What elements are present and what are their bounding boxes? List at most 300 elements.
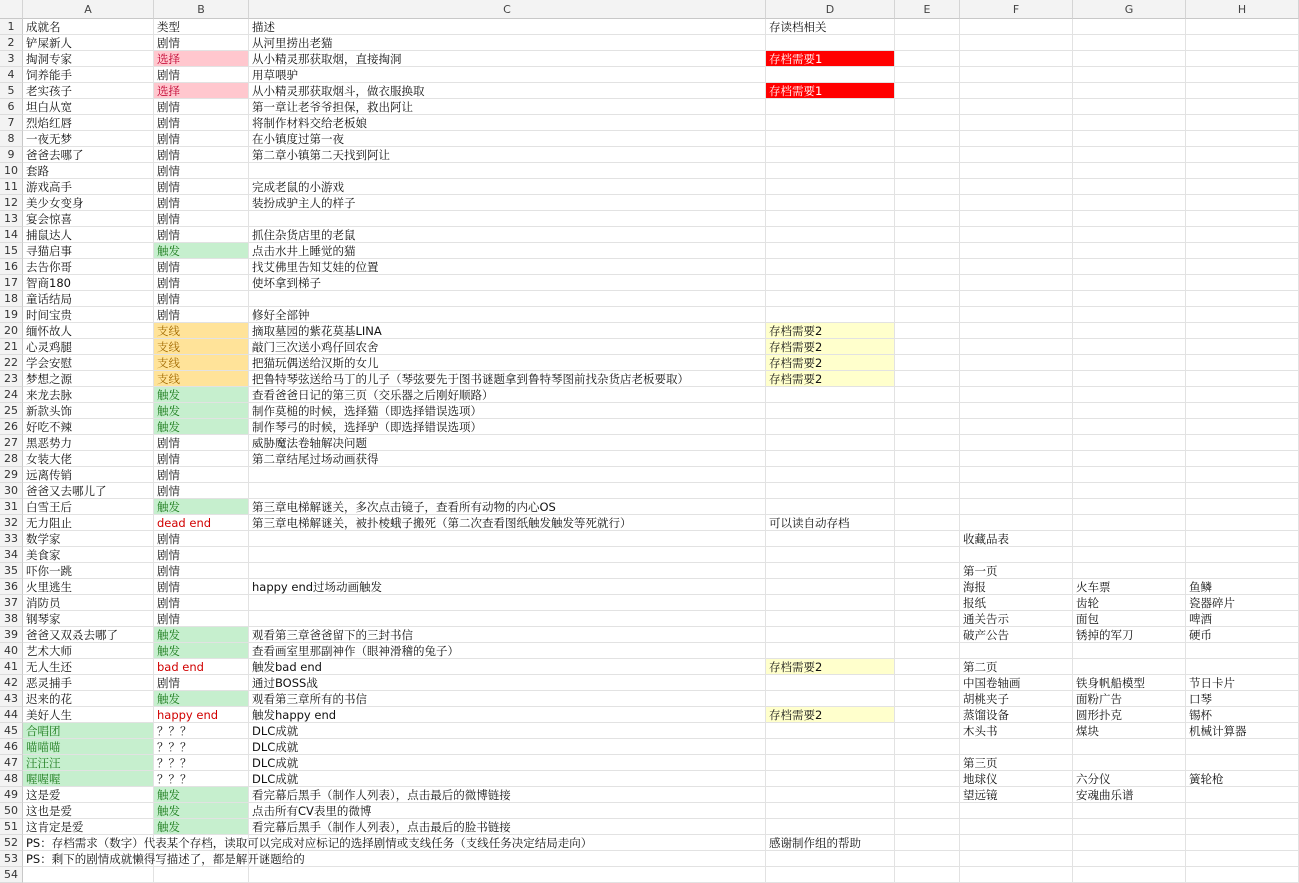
cell-c16[interactable]: 找艾佛里告知艾娃的位置 [249,259,766,275]
cell-a46[interactable]: 喵喵喵 [23,739,154,755]
cell-h46[interactable] [1186,739,1299,755]
cell-e22[interactable] [895,355,960,371]
cell-a13[interactable]: 宴会惊喜 [23,211,154,227]
cell-f38[interactable]: 通关告示 [960,611,1073,627]
column-header-e[interactable]: E [895,0,960,19]
cell-b45[interactable]: ？？？ [154,723,249,739]
cell-g35[interactable] [1073,563,1186,579]
cell-c9[interactable]: 第二章小镇第二天找到阿让 [249,147,766,163]
cell-g1[interactable] [1073,19,1186,35]
cell-c7[interactable]: 将制作材料交给老板娘 [249,115,766,131]
cell-h25[interactable] [1186,403,1299,419]
cell-c44[interactable]: 触发happy end [249,707,766,723]
cell-b15[interactable]: 触发 [154,243,249,259]
column-header-c[interactable]: C [249,0,766,19]
cell-h50[interactable] [1186,803,1299,819]
row-header[interactable]: 17 [0,275,23,291]
cell-e53[interactable] [895,851,960,867]
cell-c6[interactable]: 第一章让老爷爷担保，救出阿让 [249,99,766,115]
row-header[interactable]: 22 [0,355,23,371]
cell-h8[interactable] [1186,131,1299,147]
cell-h52[interactable] [1186,835,1299,851]
cell-d20[interactable]: 存档需要2 [766,323,895,339]
cell-f13[interactable] [960,211,1073,227]
cell-g18[interactable] [1073,291,1186,307]
cell-g10[interactable] [1073,163,1186,179]
cell-d50[interactable] [766,803,895,819]
cell-h11[interactable] [1186,179,1299,195]
cell-h48[interactable]: 簧轮枪 [1186,771,1299,787]
cell-d38[interactable] [766,611,895,627]
cell-h13[interactable] [1186,211,1299,227]
cell-f9[interactable] [960,147,1073,163]
row-header[interactable]: 12 [0,195,23,211]
cell-c8[interactable]: 在小镇度过第一夜 [249,131,766,147]
column-header-g[interactable]: G [1073,0,1186,19]
row-header[interactable]: 34 [0,547,23,563]
cell-h2[interactable] [1186,35,1299,51]
cell-c45[interactable]: DLC成就 [249,723,766,739]
cell-h19[interactable] [1186,307,1299,323]
cell-f5[interactable] [960,83,1073,99]
cell-e18[interactable] [895,291,960,307]
cell-b51[interactable]: 触发 [154,819,249,835]
cell-h47[interactable] [1186,755,1299,771]
cell-d1[interactable]: 存读档相关 [766,19,895,35]
cell-c52[interactable] [249,835,766,851]
cell-d19[interactable] [766,307,895,323]
cell-c42[interactable]: 通过BOSS战 [249,675,766,691]
cell-a15[interactable]: 寻猫启事 [23,243,154,259]
cell-e8[interactable] [895,131,960,147]
cell-c14[interactable]: 抓住杂货店里的老鼠 [249,227,766,243]
cell-c18[interactable] [249,291,766,307]
cell-a40[interactable]: 艺术大师 [23,643,154,659]
cell-c21[interactable]: 敲门三次送小鸡仔回农舍 [249,339,766,355]
row-header[interactable]: 19 [0,307,23,323]
row-header[interactable]: 35 [0,563,23,579]
cell-a48[interactable]: 喔喔喔 [23,771,154,787]
cell-a9[interactable]: 爸爸去哪了 [23,147,154,163]
cell-e1[interactable] [895,19,960,35]
cell-f47[interactable]: 第三页 [960,755,1073,771]
row-header[interactable]: 52 [0,835,23,851]
cell-c27[interactable]: 威胁魔法卷轴解决问题 [249,435,766,451]
cell-f23[interactable] [960,371,1073,387]
cell-g15[interactable] [1073,243,1186,259]
cell-a8[interactable]: 一夜无梦 [23,131,154,147]
cell-g6[interactable] [1073,99,1186,115]
cell-c15[interactable]: 点击水井上睡觉的猫 [249,243,766,259]
cell-h54[interactable] [1186,867,1299,883]
row-header[interactable]: 8 [0,131,23,147]
cell-f1[interactable] [960,19,1073,35]
row-header[interactable]: 46 [0,739,23,755]
cell-e33[interactable] [895,531,960,547]
cell-h14[interactable] [1186,227,1299,243]
cell-f45[interactable]: 木头书 [960,723,1073,739]
cell-e4[interactable] [895,67,960,83]
column-header-d[interactable]: D [766,0,895,19]
cell-a24[interactable]: 来龙去脉 [23,387,154,403]
cell-d41[interactable]: 存档需要2 [766,659,895,675]
cell-a18[interactable]: 童话结局 [23,291,154,307]
cell-e44[interactable] [895,707,960,723]
cell-f44[interactable]: 蒸馏设备 [960,707,1073,723]
cell-e29[interactable] [895,467,960,483]
cell-c39[interactable]: 观看第三章爸爸留下的三封书信 [249,627,766,643]
cell-g38[interactable]: 面包 [1073,611,1186,627]
cell-f50[interactable] [960,803,1073,819]
cell-g30[interactable] [1073,483,1186,499]
cell-g51[interactable] [1073,819,1186,835]
cell-b48[interactable]: ？？？ [154,771,249,787]
cell-g42[interactable]: 铁身帆船模型 [1073,675,1186,691]
cell-f14[interactable] [960,227,1073,243]
cell-g17[interactable] [1073,275,1186,291]
cell-c49[interactable]: 看完幕后黑手（制作人列表），点击最后的微博链接 [249,787,766,803]
cell-g46[interactable] [1073,739,1186,755]
cell-f31[interactable] [960,499,1073,515]
cell-e27[interactable] [895,435,960,451]
cell-h21[interactable] [1186,339,1299,355]
cell-b50[interactable]: 触发 [154,803,249,819]
row-header[interactable]: 5 [0,83,23,99]
cell-d36[interactable] [766,579,895,595]
cell-a11[interactable]: 游戏高手 [23,179,154,195]
cell-f49[interactable]: 望远镜 [960,787,1073,803]
cell-a10[interactable]: 套路 [23,163,154,179]
cell-f24[interactable] [960,387,1073,403]
cell-d12[interactable] [766,195,895,211]
cell-a28[interactable]: 女装大佬 [23,451,154,467]
column-header-h[interactable]: H [1186,0,1299,19]
cell-e41[interactable] [895,659,960,675]
cell-g29[interactable] [1073,467,1186,483]
cell-a39[interactable]: 爸爸又双叒去哪了 [23,627,154,643]
cell-f35[interactable]: 第一页 [960,563,1073,579]
cell-b14[interactable]: 剧情 [154,227,249,243]
cell-b21[interactable]: 支线 [154,339,249,355]
cell-d4[interactable] [766,67,895,83]
cell-c17[interactable]: 使坏拿到梯子 [249,275,766,291]
cell-f52[interactable] [960,835,1073,851]
row-header[interactable]: 21 [0,339,23,355]
cell-e32[interactable] [895,515,960,531]
cell-d13[interactable] [766,211,895,227]
cell-d53[interactable] [766,851,895,867]
cell-d24[interactable] [766,387,895,403]
row-header[interactable]: 23 [0,371,23,387]
cell-e46[interactable] [895,739,960,755]
cell-c34[interactable] [249,547,766,563]
row-header[interactable]: 53 [0,851,23,867]
cell-e11[interactable] [895,179,960,195]
cell-b53[interactable] [154,851,249,867]
cell-c48[interactable]: DLC成就 [249,771,766,787]
cell-f10[interactable] [960,163,1073,179]
cell-d14[interactable] [766,227,895,243]
row-header[interactable]: 33 [0,531,23,547]
row-header[interactable]: 44 [0,707,23,723]
cell-b33[interactable]: 剧情 [154,531,249,547]
cell-g37[interactable]: 齿轮 [1073,595,1186,611]
cell-e9[interactable] [895,147,960,163]
cell-f19[interactable] [960,307,1073,323]
cell-c2[interactable]: 从河里捞出老猫 [249,35,766,51]
cell-e42[interactable] [895,675,960,691]
cell-h29[interactable] [1186,467,1299,483]
cell-b12[interactable]: 剧情 [154,195,249,211]
cell-c51[interactable]: 看完幕后黑手（制作人列表），点击最后的脸书链接 [249,819,766,835]
cell-e14[interactable] [895,227,960,243]
cell-h3[interactable] [1186,51,1299,67]
row-header[interactable]: 45 [0,723,23,739]
cell-d3[interactable]: 存档需要1 [766,51,895,67]
cell-g22[interactable] [1073,355,1186,371]
cell-h7[interactable] [1186,115,1299,131]
cell-b32[interactable]: dead end [154,515,249,531]
cell-d51[interactable] [766,819,895,835]
cell-h10[interactable] [1186,163,1299,179]
cell-d7[interactable] [766,115,895,131]
cell-g2[interactable] [1073,35,1186,51]
cell-a35[interactable]: 吓你一跳 [23,563,154,579]
cell-a52[interactable]: PS：存档需求（数字）代表某个存档，读取可以完成对应标记的选择剧情或支线任务（支线任务决定结局走向） [23,835,154,851]
cell-d28[interactable] [766,451,895,467]
cell-b41[interactable]: bad end [154,659,249,675]
cell-f27[interactable] [960,435,1073,451]
cell-c47[interactable]: DLC成就 [249,755,766,771]
cell-b39[interactable]: 触发 [154,627,249,643]
cell-b6[interactable]: 剧情 [154,99,249,115]
cell-b29[interactable]: 剧情 [154,467,249,483]
cell-h18[interactable] [1186,291,1299,307]
row-header[interactable]: 39 [0,627,23,643]
row-header[interactable]: 2 [0,35,23,51]
cell-e19[interactable] [895,307,960,323]
cell-f11[interactable] [960,179,1073,195]
cell-d11[interactable] [766,179,895,195]
cell-a54[interactable] [23,867,154,883]
cell-f20[interactable] [960,323,1073,339]
cell-e51[interactable] [895,819,960,835]
cell-h51[interactable] [1186,819,1299,835]
cell-g48[interactable]: 六分仪 [1073,771,1186,787]
row-header[interactable]: 13 [0,211,23,227]
cell-e52[interactable] [895,835,960,851]
row-header[interactable]: 49 [0,787,23,803]
cell-c12[interactable]: 装扮成驴主人的样子 [249,195,766,211]
cell-d35[interactable] [766,563,895,579]
cell-g13[interactable] [1073,211,1186,227]
cell-c35[interactable] [249,563,766,579]
cell-g3[interactable] [1073,51,1186,67]
cell-g33[interactable] [1073,531,1186,547]
row-header[interactable]: 4 [0,67,23,83]
cell-h17[interactable] [1186,275,1299,291]
cell-e37[interactable] [895,595,960,611]
cell-g20[interactable] [1073,323,1186,339]
cell-d27[interactable] [766,435,895,451]
cell-b10[interactable]: 剧情 [154,163,249,179]
cell-c38[interactable] [249,611,766,627]
cell-c43[interactable]: 观看第三章所有的书信 [249,691,766,707]
cell-g36[interactable]: 火车票 [1073,579,1186,595]
cell-g9[interactable] [1073,147,1186,163]
cell-g14[interactable] [1073,227,1186,243]
row-header[interactable]: 9 [0,147,23,163]
cell-e13[interactable] [895,211,960,227]
cell-c41[interactable]: 触发bad end [249,659,766,675]
cell-a22[interactable]: 学会安慰 [23,355,154,371]
row-header[interactable]: 1 [0,19,23,35]
cell-c46[interactable]: DLC成就 [249,739,766,755]
cell-b1[interactable]: 类型 [154,19,249,35]
cell-g32[interactable] [1073,515,1186,531]
cell-f32[interactable] [960,515,1073,531]
row-header[interactable]: 48 [0,771,23,787]
row-header[interactable]: 28 [0,451,23,467]
cell-f2[interactable] [960,35,1073,51]
row-header[interactable]: 26 [0,419,23,435]
column-header-b[interactable]: B [154,0,249,19]
cell-f3[interactable] [960,51,1073,67]
cell-e28[interactable] [895,451,960,467]
cell-f4[interactable] [960,67,1073,83]
cell-h27[interactable] [1186,435,1299,451]
cell-h26[interactable] [1186,419,1299,435]
cell-g41[interactable] [1073,659,1186,675]
cell-a29[interactable]: 远离传销 [23,467,154,483]
cell-e30[interactable] [895,483,960,499]
cell-h28[interactable] [1186,451,1299,467]
cell-e45[interactable] [895,723,960,739]
cell-b38[interactable]: 剧情 [154,611,249,627]
cell-g40[interactable] [1073,643,1186,659]
cell-h20[interactable] [1186,323,1299,339]
cell-a47[interactable]: 汪汪汪 [23,755,154,771]
cell-e38[interactable] [895,611,960,627]
cell-b25[interactable]: 触发 [154,403,249,419]
cell-a36[interactable]: 火里逃生 [23,579,154,595]
cell-e36[interactable] [895,579,960,595]
cell-g4[interactable] [1073,67,1186,83]
cell-b19[interactable]: 剧情 [154,307,249,323]
cell-c3[interactable]: 从小精灵那获取烟，直接掏洞 [249,51,766,67]
cell-f42[interactable]: 中国卷轴画 [960,675,1073,691]
column-header-a[interactable]: A [23,0,154,19]
row-header[interactable]: 41 [0,659,23,675]
cell-b8[interactable]: 剧情 [154,131,249,147]
cell-e34[interactable] [895,547,960,563]
cell-d9[interactable] [766,147,895,163]
cell-g47[interactable] [1073,755,1186,771]
cell-b24[interactable]: 触发 [154,387,249,403]
cell-d44[interactable]: 存档需要2 [766,707,895,723]
cell-f41[interactable]: 第二页 [960,659,1073,675]
cell-e40[interactable] [895,643,960,659]
cell-f12[interactable] [960,195,1073,211]
cell-h12[interactable] [1186,195,1299,211]
cell-d40[interactable] [766,643,895,659]
cell-d45[interactable] [766,723,895,739]
cell-c24[interactable]: 查看爸爸日记的第三页（交乐器之后刚好顺路） [249,387,766,403]
cell-c30[interactable] [249,483,766,499]
row-header[interactable]: 37 [0,595,23,611]
cell-c26[interactable]: 制作琴弓的时候，选择驴（即选择错误选项） [249,419,766,435]
cell-b42[interactable]: 剧情 [154,675,249,691]
cell-d25[interactable] [766,403,895,419]
cell-c13[interactable] [249,211,766,227]
cell-h37[interactable]: 瓷器碎片 [1186,595,1299,611]
cell-g52[interactable] [1073,835,1186,851]
cell-h15[interactable] [1186,243,1299,259]
cell-a26[interactable]: 好吃不辣 [23,419,154,435]
cell-b5[interactable]: 选择 [154,83,249,99]
cell-e10[interactable] [895,163,960,179]
cell-f8[interactable] [960,131,1073,147]
cell-g27[interactable] [1073,435,1186,451]
cell-b13[interactable]: 剧情 [154,211,249,227]
row-header[interactable]: 54 [0,867,23,883]
cell-a4[interactable]: 饲养能手 [23,67,154,83]
row-header[interactable]: 43 [0,691,23,707]
cell-c28[interactable]: 第二章结尾过场动画获得 [249,451,766,467]
cell-b54[interactable] [154,867,249,883]
cell-b30[interactable]: 剧情 [154,483,249,499]
cell-c10[interactable] [249,163,766,179]
cell-h41[interactable] [1186,659,1299,675]
cell-f22[interactable] [960,355,1073,371]
cell-c11[interactable]: 完成老鼠的小游戏 [249,179,766,195]
cell-e7[interactable] [895,115,960,131]
cell-d18[interactable] [766,291,895,307]
cell-b11[interactable]: 剧情 [154,179,249,195]
cell-e48[interactable] [895,771,960,787]
cell-c54[interactable] [249,867,766,883]
cell-g44[interactable]: 圆形扑克 [1073,707,1186,723]
cell-f6[interactable] [960,99,1073,115]
cell-h53[interactable] [1186,851,1299,867]
cell-f54[interactable] [960,867,1073,883]
cell-a50[interactable]: 这也是爱 [23,803,154,819]
cell-a44[interactable]: 美好人生 [23,707,154,723]
cell-c36[interactable]: happy end过场动画触发 [249,579,766,595]
row-header[interactable]: 32 [0,515,23,531]
row-header[interactable]: 11 [0,179,23,195]
cell-f48[interactable]: 地球仪 [960,771,1073,787]
cell-a2[interactable]: 铲屎新人 [23,35,154,51]
cell-g34[interactable] [1073,547,1186,563]
cell-f53[interactable] [960,851,1073,867]
cell-g8[interactable] [1073,131,1186,147]
cell-d30[interactable] [766,483,895,499]
cell-g5[interactable] [1073,83,1186,99]
cell-g19[interactable] [1073,307,1186,323]
cell-d54[interactable] [766,867,895,883]
cell-d5[interactable]: 存档需要1 [766,83,895,99]
row-header[interactable]: 7 [0,115,23,131]
cell-b28[interactable]: 剧情 [154,451,249,467]
cell-f39[interactable]: 破产公告 [960,627,1073,643]
cell-g54[interactable] [1073,867,1186,883]
cell-f30[interactable] [960,483,1073,499]
cell-d42[interactable] [766,675,895,691]
cell-b18[interactable]: 剧情 [154,291,249,307]
row-header[interactable]: 27 [0,435,23,451]
cell-d29[interactable] [766,467,895,483]
